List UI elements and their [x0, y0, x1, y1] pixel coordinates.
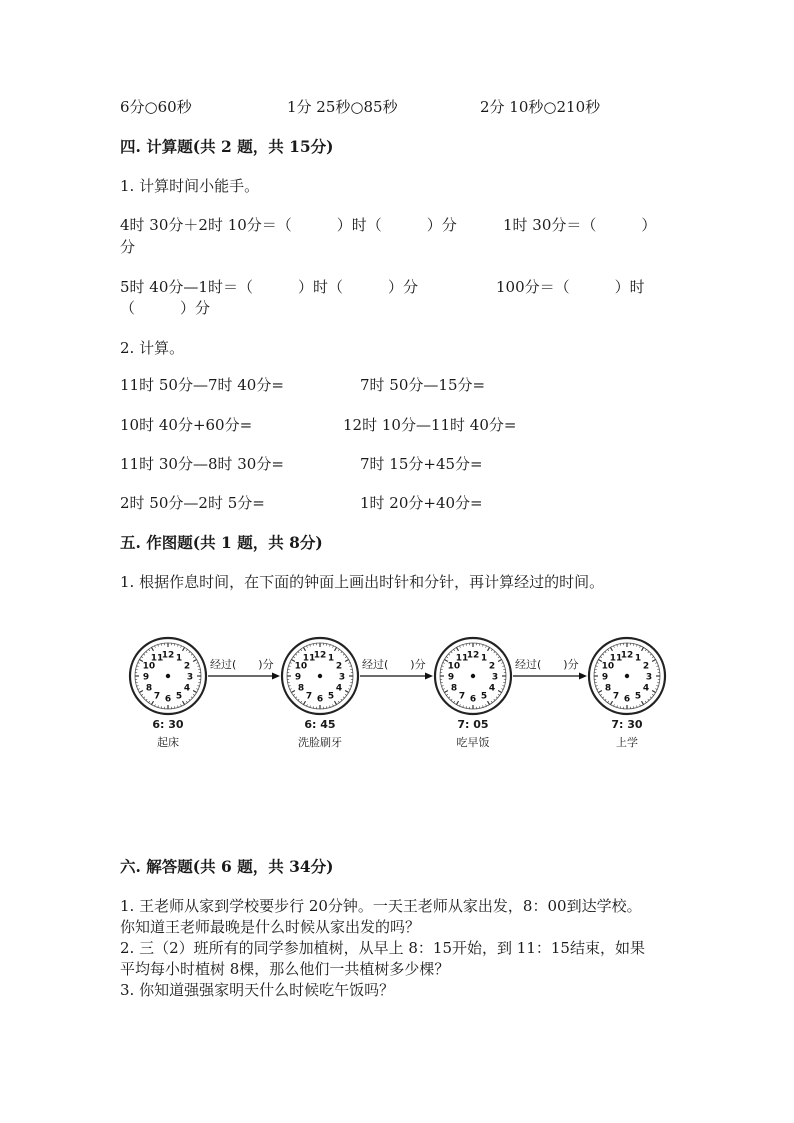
s6-q3: 3. 你知道强强家明天什么时候吃午饭吗？ — [120, 981, 395, 999]
clock-number: 2 — [335, 661, 343, 672]
arrow-elapsed-label: 经过( )分 — [210, 658, 274, 671]
s6-q2-line2: 平均每小时植树 8棵，那么他们一共植树多少棵？ — [120, 960, 450, 978]
clock-time-label: 7: 05 — [457, 718, 489, 731]
clock-number: 8 — [604, 683, 612, 694]
s4-q2-item-2b: 12时 10分—11时 40分= — [343, 416, 517, 434]
clock-number: 9 — [142, 672, 150, 683]
clock-number: 1 — [480, 653, 488, 664]
clock-time-label: 6: 45 — [304, 718, 336, 731]
clock-number: 8 — [297, 683, 305, 694]
arrow-head-icon — [425, 673, 433, 680]
clock-number: 7 — [153, 691, 161, 702]
section-6-title: 六. 解答题(共 6 题，共 34分) — [120, 857, 334, 876]
clock-number: 5 — [175, 691, 183, 702]
s4-q1-row2-left: 5时 40分—1时＝（ ）时（ ）分 — [120, 278, 418, 296]
compare-item-3: 2分 10秒○210秒 — [480, 98, 601, 116]
s4-q2-item-3a: 11时 30分—8时 30分= — [120, 455, 284, 473]
clock-number: 10 — [294, 661, 308, 672]
clock-number: 3 — [338, 672, 346, 683]
clock-number: 6 — [164, 694, 172, 705]
clock-activity-label: 吃早饭 — [456, 736, 490, 749]
section-4-title: 四. 计算题(共 2 题，共 15分) — [120, 137, 334, 156]
clock-number: 2 — [642, 661, 650, 672]
clock-number: 4 — [488, 683, 496, 694]
clock-time-label: 6: 30 — [152, 718, 184, 731]
clock-number: 7 — [612, 691, 620, 702]
clock-number: 6 — [316, 694, 324, 705]
s4-q1-row2-wrap: （ ）分 — [120, 299, 211, 317]
clock-number: 9 — [447, 672, 455, 683]
s4-q2-item-4a: 2时 50分—2时 5分= — [120, 494, 265, 512]
clock-center-dot — [471, 674, 475, 678]
arrow-head-icon — [272, 673, 280, 680]
s6-q1-line1: 1. 王老师从家到学校要步行 20分钟。一天王老师从家出发，8：00到达学校。 — [120, 897, 642, 915]
clock-number: 9 — [601, 672, 609, 683]
clock-number: 10 — [447, 661, 461, 672]
clock-number: 12 — [620, 650, 634, 661]
clock-number: 1 — [327, 653, 335, 664]
clock-number: 10 — [601, 661, 615, 672]
s5-q1-text: 1. 根据作息时间，在下面的钟面上画出时针和分针，再计算经过的时间。 — [120, 573, 605, 591]
clock-number: 3 — [645, 672, 653, 683]
clock-number: 9 — [294, 672, 302, 683]
clock-activity-label: 起床 — [157, 736, 179, 749]
clock-number: 4 — [335, 683, 343, 694]
clock-number: 4 — [642, 683, 650, 694]
clock-number: 11 — [302, 653, 316, 664]
s4-q2-item-2a: 10时 40分+60分= — [120, 416, 253, 434]
clock-number: 7 — [305, 691, 313, 702]
s4-q2-item-4b: 1时 20分+40分= — [360, 494, 483, 512]
s4-q2-item-3b: 7时 15分+45分= — [360, 455, 483, 473]
clock-number: 12 — [161, 650, 175, 661]
s6-q2-line1: 2. 三（2）班所有的同学参加植树，从早上 8：15开始，到 11：15结束，如果 — [120, 939, 645, 957]
arrow-head-icon — [579, 673, 587, 680]
s4-q1-row1-right: 1时 30分＝（ ） — [503, 216, 657, 234]
clock-diagram — [120, 626, 680, 756]
clock-number: 12 — [466, 650, 480, 661]
s4-q2-title: 2. 计算。 — [120, 339, 185, 357]
clock-activity-label: 洗脸刷牙 — [298, 736, 342, 749]
clock-number: 2 — [183, 661, 191, 672]
compare-item-1: 6分○60秒 — [120, 98, 192, 116]
clock-number: 1 — [634, 653, 642, 664]
s4-q1-row2-right: 100分＝（ ）时 — [496, 278, 645, 296]
clock-time-label: 7: 30 — [611, 718, 643, 731]
clock-number: 1 — [175, 653, 183, 664]
clock-number: 11 — [455, 653, 469, 664]
arrow-elapsed-label: 经过( )分 — [515, 658, 579, 671]
clock-number: 3 — [491, 672, 499, 683]
clock-number: 5 — [634, 691, 642, 702]
compare-item-2: 1分 25秒○85秒 — [287, 98, 398, 116]
clock-number: 8 — [450, 683, 458, 694]
clock-number: 3 — [186, 672, 194, 683]
s4-q2-item-1a: 11时 50分—7时 40分= — [120, 376, 284, 394]
arrow-elapsed-label: 经过( )分 — [362, 658, 426, 671]
clock-number: 8 — [145, 683, 153, 694]
clock-center-dot — [318, 674, 322, 678]
s6-q1-line2: 你知道王老师最晚是什么时候从家出发的吗？ — [120, 918, 421, 936]
clock-number: 7 — [458, 691, 466, 702]
clock-number: 10 — [142, 661, 156, 672]
clock-number: 5 — [480, 691, 488, 702]
clock-number: 5 — [327, 691, 335, 702]
s4-q1-row1-wrap: 分 — [120, 238, 136, 256]
clock-number: 2 — [488, 661, 496, 672]
clock-number: 6 — [469, 694, 477, 705]
s4-q2-item-1b: 7时 50分—15分= — [360, 376, 486, 394]
clock-activity-label: 上学 — [616, 736, 638, 749]
clock-number: 4 — [183, 683, 191, 694]
clock-number: 12 — [313, 650, 327, 661]
s4-q1-title: 1. 计算时间小能手。 — [120, 177, 260, 195]
section-5-title: 五. 作图题(共 1 题，共 8分) — [120, 533, 323, 552]
clock-center-dot — [625, 674, 629, 678]
clock-number: 6 — [623, 694, 631, 705]
clock-number: 11 — [609, 653, 623, 664]
clock-number: 11 — [150, 653, 164, 664]
s4-q1-row1-left: 4时 30分＋2时 10分＝（ ）时（ ）分 — [120, 216, 457, 234]
clock-center-dot — [166, 674, 170, 678]
